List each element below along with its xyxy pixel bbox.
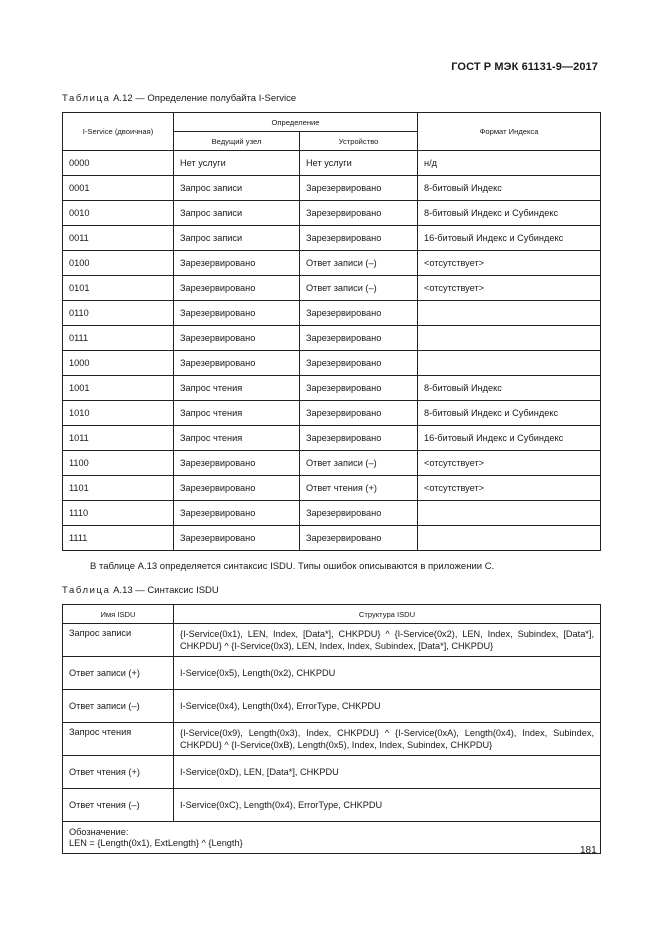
cell-iservice-code: 1110 xyxy=(63,501,174,526)
caption-text: А.12 — Определение полубайта I-Service xyxy=(110,93,297,104)
cell-isdu-name: Ответ чтения (–) xyxy=(63,789,174,822)
table-row xyxy=(63,301,601,326)
cell-master: Зарезервировано xyxy=(174,526,300,551)
table-note xyxy=(63,822,601,854)
cell-master: Зарезервировано xyxy=(174,451,300,476)
cell-index-format: 8-битовый Индекс xyxy=(418,176,601,201)
cell-master: Нет услуги xyxy=(174,151,300,176)
cell-index-format xyxy=(418,526,601,551)
body-paragraph: В таблице А.13 определяется синтаксис ISDU. Типы ошибок описываются в приложении С. xyxy=(90,561,495,572)
cell-index-format: 8-битовый Индекс и Субиндекс xyxy=(418,201,601,226)
cell-index-format xyxy=(418,326,601,351)
table-row xyxy=(63,401,601,426)
cell-iservice-code: 1100 xyxy=(63,451,174,476)
table-row xyxy=(63,501,601,526)
table-row xyxy=(63,326,601,351)
cell-master: Запрос записи xyxy=(174,201,300,226)
cell-iservice-code: 0001 xyxy=(63,176,174,201)
table-row xyxy=(63,426,601,451)
isdu-syntax-table xyxy=(62,604,601,854)
cell-isdu-structure: I-Service(0xC), Length(0x4), ErrorType, CHKPDU xyxy=(174,789,601,822)
cell-iservice-code: 1010 xyxy=(63,401,174,426)
cell-device: Ответ чтения (+) xyxy=(300,476,418,501)
table-row xyxy=(63,624,601,657)
cell-isdu-structure: {I-Service(0x9), Length(0x3), Index, CHKPDU} ^ {I-Service(0xA), Length(0x4), Index, Subindex, CHKPDU} ^ {I-Service(0xB), Length(0x5), Index, Index, Subindex, CHKPDU} xyxy=(174,723,601,756)
cell-device: Нет услуги xyxy=(300,151,418,176)
table-row xyxy=(63,526,601,551)
table-row xyxy=(63,476,601,501)
cell-device: Зарезервировано xyxy=(300,526,418,551)
cell-master: Зарезервировано xyxy=(174,351,300,376)
table-row xyxy=(63,756,601,789)
cell-master: Запрос записи xyxy=(174,176,300,201)
cell-index-format: 8-битовый Индекс и Субиндекс xyxy=(418,401,601,426)
header-index-format: Формат Индекса xyxy=(418,113,601,151)
table-row xyxy=(63,690,601,723)
cell-index-format: 16-битовый Индекс и Субиндекс xyxy=(418,226,601,251)
iservice-definition-table xyxy=(62,112,601,551)
cell-master: Запрос чтения xyxy=(174,426,300,451)
cell-index-format xyxy=(418,351,601,376)
cell-index-format: <отсутствует> xyxy=(418,251,601,276)
cell-device: Зарезервировано xyxy=(300,401,418,426)
caption-word: Таблица xyxy=(62,93,111,104)
cell-device: Зарезервировано xyxy=(300,426,418,451)
note-label: Обозначение: xyxy=(69,827,129,837)
table-row xyxy=(63,451,601,476)
cell-index-format: 8-битовый Индекс xyxy=(418,376,601,401)
table-row xyxy=(63,201,601,226)
cell-isdu-name: Запрос записи xyxy=(63,624,174,657)
cell-device: Ответ записи (–) xyxy=(300,276,418,301)
cell-device: Зарезервировано xyxy=(300,351,418,376)
cell-master: Запрос записи xyxy=(174,226,300,251)
table-row xyxy=(63,657,601,690)
cell-isdu-structure: I-Service(0x4), Length(0x4), ErrorType, CHKPDU xyxy=(174,690,601,723)
caption-word: Таблица xyxy=(62,585,111,596)
caption-text: А.13 — Синтаксис ISDU xyxy=(110,585,219,596)
table-a13-caption xyxy=(62,585,219,596)
cell-index-format: 16-битовый Индекс и Субиндекс xyxy=(418,426,601,451)
cell-device: Зарезервировано xyxy=(300,301,418,326)
cell-master: Зарезервировано xyxy=(174,301,300,326)
cell-master: Запрос чтения xyxy=(174,376,300,401)
table-row xyxy=(63,251,601,276)
cell-isdu-name: Ответ записи (+) xyxy=(63,657,174,690)
cell-index-format: <отсутствует> xyxy=(418,476,601,501)
cell-index-format xyxy=(418,501,601,526)
cell-device: Зарезервировано xyxy=(300,501,418,526)
document-standard-header: ГОСТ Р МЭК 61131-9—2017 xyxy=(451,61,598,73)
header-master: Ведущий узел xyxy=(174,132,300,151)
cell-iservice-code: 0010 xyxy=(63,201,174,226)
cell-device: Зарезервировано xyxy=(300,201,418,226)
cell-isdu-name: Ответ чтения (+) xyxy=(63,756,174,789)
table-a12-caption xyxy=(62,93,296,104)
cell-iservice-code: 1001 xyxy=(63,376,174,401)
table-row xyxy=(63,723,601,756)
cell-isdu-name: Запрос чтения xyxy=(63,723,174,756)
cell-iservice-code: 0000 xyxy=(63,151,174,176)
cell-iservice-code: 0100 xyxy=(63,251,174,276)
cell-index-format: <отсутствует> xyxy=(418,276,601,301)
table-row xyxy=(63,351,601,376)
cell-device: Зарезервировано xyxy=(300,376,418,401)
cell-master: Зарезервировано xyxy=(174,326,300,351)
cell-device: Ответ записи (–) xyxy=(300,451,418,476)
table-row xyxy=(63,376,601,401)
header-device: Устройство xyxy=(300,132,418,151)
cell-master: Зарезервировано xyxy=(174,501,300,526)
cell-master: Запрос чтения xyxy=(174,401,300,426)
cell-master: Зарезервировано xyxy=(174,476,300,501)
cell-iservice-code: 0110 xyxy=(63,301,174,326)
cell-iservice-code: 1000 xyxy=(63,351,174,376)
table-row xyxy=(63,276,601,301)
header-isdu-structure: Структура ISDU xyxy=(174,605,601,624)
cell-iservice-code: 0011 xyxy=(63,226,174,251)
cell-master: Зарезервировано xyxy=(174,276,300,301)
cell-iservice-code: 1111 xyxy=(63,526,174,551)
cell-isdu-structure: I-Service(0x5), Length(0x2), CHKPDU xyxy=(174,657,601,690)
cell-isdu-structure: {I-Service(0x1), LEN, Index, [Data*], CHKPDU} ^ {I-Service(0x2), LEN, Index, Subindex, [Data*], CHKPDU} ^ {I-Service(0x3), LEN, Index, Index, Subindex, [Data*], CHKPDU} xyxy=(174,624,601,657)
table-note-row xyxy=(63,822,601,854)
cell-iservice-code: 1011 xyxy=(63,426,174,451)
header-isdu-name: Имя ISDU xyxy=(63,605,174,624)
table-row xyxy=(63,789,601,822)
cell-device: Зарезервировано xyxy=(300,176,418,201)
cell-iservice-code: 0111 xyxy=(63,326,174,351)
cell-index-format: н/д xyxy=(418,151,601,176)
cell-isdu-structure: I-Service(0xD), LEN, [Data*], CHKPDU xyxy=(174,756,601,789)
note-text: LEN = {Length(0x1), ExtLength} ^ {Length} xyxy=(69,838,243,848)
page-number: 181 xyxy=(580,845,597,856)
cell-index-format: <отсутствует> xyxy=(418,451,601,476)
cell-master: Зарезервировано xyxy=(174,251,300,276)
table-row xyxy=(63,226,601,251)
header-iservice: I-Service (двоичная) xyxy=(63,113,174,151)
cell-isdu-name: Ответ записи (–) xyxy=(63,690,174,723)
header-definition: Определение xyxy=(174,113,418,132)
cell-index-format xyxy=(418,301,601,326)
table-row xyxy=(63,151,601,176)
cell-iservice-code: 1101 xyxy=(63,476,174,501)
table-row xyxy=(63,176,601,201)
cell-device: Зарезервировано xyxy=(300,326,418,351)
cell-iservice-code: 0101 xyxy=(63,276,174,301)
cell-device: Зарезервировано xyxy=(300,226,418,251)
cell-device: Ответ записи (–) xyxy=(300,251,418,276)
